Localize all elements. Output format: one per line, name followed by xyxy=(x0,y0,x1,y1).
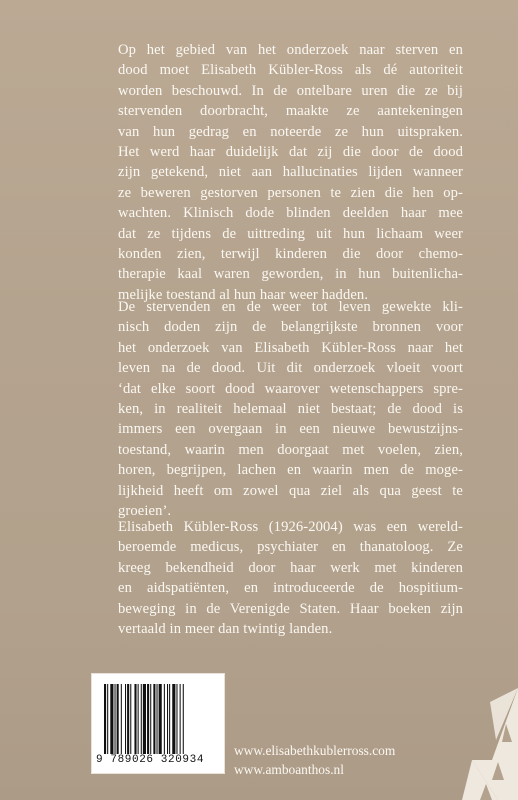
text-line: beroemde medicus, psychiater en thanatoloog. Ze xyxy=(118,539,463,556)
publisher-logo-icon xyxy=(462,688,518,800)
text-line: vertaald in meer dan twintig landen. xyxy=(118,620,333,637)
text-line: De stervenden en de weer tot leven gewekte kli- xyxy=(118,299,463,315)
text-line: Op het gebied van het onderzoek naar sterven en xyxy=(118,42,463,58)
isbn-barcode xyxy=(91,673,225,774)
text-line: dat ze tijdens de uittreding uit hun lichaam weer xyxy=(118,225,463,242)
publisher-website-link[interactable]: www.amboanthos.nl xyxy=(234,762,344,777)
blurb-paragraph-1 xyxy=(118,40,463,305)
text-line: het onderzoek van Elisabeth Kübler-Ross naar het xyxy=(118,339,463,356)
text-line: zijn getekend, niet aan hallucinaties lijden wanneer xyxy=(118,164,463,181)
text-line: lijkheid heeft om zowel qua ziel als qua geest te xyxy=(118,482,463,499)
text-line: en aidspatiënten, en introduceerde de hospitium- xyxy=(118,580,463,597)
text-line: Elisabeth Kübler-Ross (1926-2004) was een wereld- xyxy=(118,519,463,535)
text-line: immers een overgaan in een nieuwe bewustzijns- xyxy=(118,421,463,438)
text-line: leven na de dood. Uit dit onderzoek vloeit voort xyxy=(118,360,463,377)
text-line: ken, in realiteit helemaal niet bestaat; de dood is xyxy=(118,400,463,417)
text-line: horen, begrijpen, lachen en waarin men de moge- xyxy=(118,462,463,479)
text-line: worden beschouwd. In de ontelbare uren die ze bij xyxy=(118,82,463,99)
text-line: kreeg bekendheid door haar werk met kinderen xyxy=(118,559,463,576)
text-line: therapie kaal waren geworden, in hun buitenlicha- xyxy=(118,266,463,283)
author-bio-paragraph xyxy=(118,517,463,639)
text-line: ‘dat elke soort dood waarover wetenschappers spre- xyxy=(118,380,463,397)
text-line: groeien’. xyxy=(118,502,172,519)
text-line: Het werd haar duidelijk dat zij die door de dood xyxy=(118,143,463,160)
text-line: konden zien, terwijl kinderen die door chemo- xyxy=(118,245,463,262)
text-line: toestand, waarin men doorgaat met voelen, zien, xyxy=(118,441,463,458)
text-line: dood moet Elisabeth Kübler-Ross als dé autoriteit xyxy=(118,62,463,79)
author-website-link[interactable]: www.elisabethkublerross.com xyxy=(234,743,396,758)
text-line: melijke toestand al hun haar weer hadden. xyxy=(118,286,369,303)
text-line: ze beweren gestorven personen te zien die hen op- xyxy=(118,184,463,201)
text-line: wachten. Klinisch dode blinden deelden haar mee xyxy=(118,205,463,222)
barcode-bars xyxy=(104,684,216,754)
text-line: van hun gedrag en noteerde ze hun uitspraken. xyxy=(118,123,463,140)
text-line: stervenden doorbracht, maakte ze aantekeningen xyxy=(118,103,463,120)
website-links xyxy=(234,741,395,779)
barcode-digits: 9 789026 320934 xyxy=(96,754,205,766)
text-line: beweging in de Verenigde Staten. Haar boeken zijn xyxy=(118,600,463,617)
text-line: nisch doden zijn de belangrijkste bronnen voor xyxy=(118,319,463,336)
blurb-paragraph-2 xyxy=(118,297,463,521)
